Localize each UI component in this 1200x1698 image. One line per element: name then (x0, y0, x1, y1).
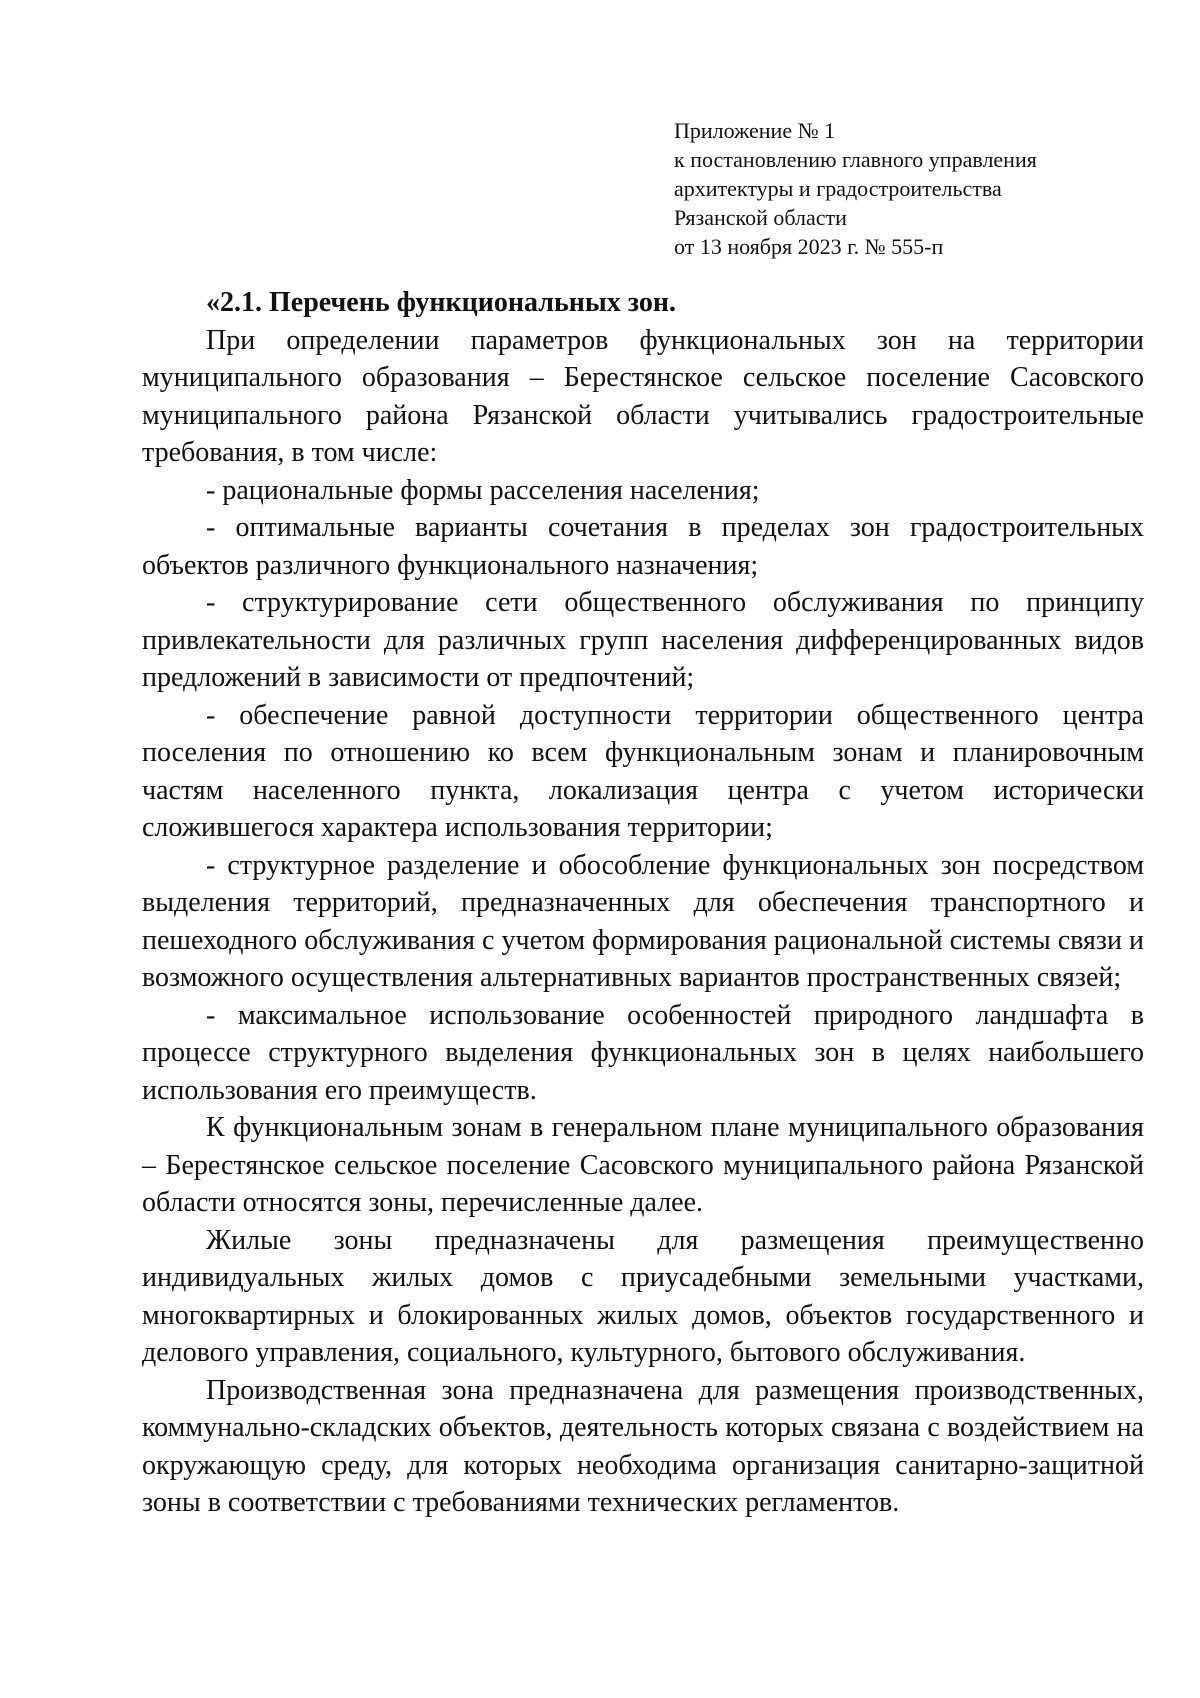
appendix-header (674, 116, 1144, 261)
list-item: - структурное разделение и обособление функциональных зон посредством выделения территорий, предназначенных для обеспечения транспортного и пешеходного обслуживания с учетом формирования рациональной системы связи и возможного осуществления альтернативных вариантов пространственных связей; (142, 849, 1144, 993)
document-body (142, 284, 1144, 1522)
appendix-line: архитектуры и градостроительства (674, 176, 1002, 201)
appendix-date-line: от 13 ноября 2023 г. № 555-п (674, 234, 944, 259)
production-zone-paragraph: Производственная зона предназначена для размещения производственных, коммунально-складских объектов, деятельность которых связана с воздействием на окружающую среду, для которых необходима организация санитарно-защитной зоны в соответствии с требованиями технических регламентов. (142, 1374, 1144, 1518)
list-item: - рациональные формы расселения населения; (206, 474, 760, 506)
list-item: - обеспечение равной доступности территории общественного центра поселения по отношению ко всем функциональным зонам и планировочным частям населенного пункта, локализация центра с учетом исторически сложившегося характера использования территории; (142, 699, 1144, 843)
residential-zones-paragraph: Жилые зоны предназначены для размещения преимущественно индивидуальных жилых домов с приусадебными земельными участками, многоквартирных и блокированных жилых домов, объектов государственного и делового управления, социального, культурного, бытового обслуживания. (142, 1224, 1144, 1368)
appendix-line: Рязанской области (674, 205, 847, 230)
section-heading: «2.1. Перечень функциональных зон. (206, 287, 676, 318)
intro-paragraph: При определении параметров функциональных зон на территории муниципального образования – Берестянское сельское поселение Сасовского муниципального района Рязанской области учитывались градостроительные требования, в том числе: (142, 324, 1144, 468)
list-item: - оптимальные варианты сочетания в пределах зон градостроительных объектов различного функционального назначения; (142, 512, 1144, 581)
list-item: - структурирование сети общественного обслуживания по принципу привлекательности для различных групп населения дифференцированных видов предложений в зависимости от предпочтений; (142, 587, 1144, 693)
list-item: - максимальное использование особенностей природного ландшафта в процессе структурного выделения функциональных зон в целях наибольшего использования его преимуществ. (142, 999, 1144, 1106)
zones-intro-paragraph: К функциональным зонам в генеральном плане муниципального образования – Берестянское сельское поселение Сасовского муниципального района Рязанской области относятся зоны, перечисленные далее. (142, 1112, 1144, 1218)
appendix-line: Приложение № 1 (674, 118, 836, 143)
appendix-line: к постановлению главного управления (674, 147, 1037, 172)
